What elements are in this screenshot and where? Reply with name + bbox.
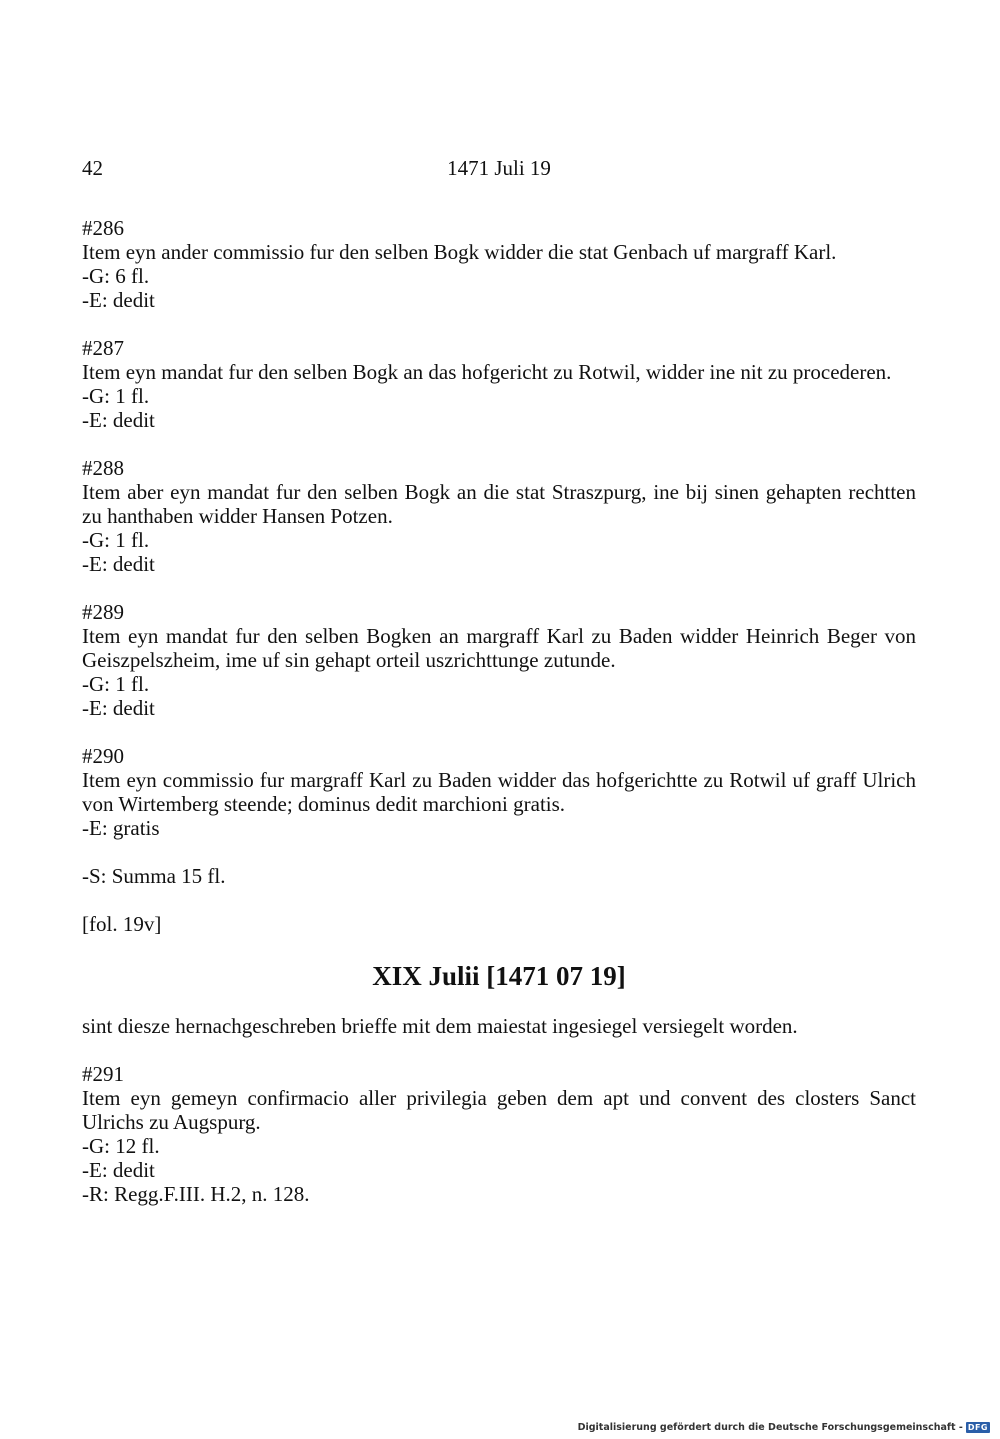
page-header bbox=[82, 156, 916, 186]
entry-line: -E: dedit bbox=[82, 408, 155, 432]
section-intro: sint diesze hernachgeschreben brieffe mit dem maiestat ingesiegel versiegelt worden. bbox=[82, 1014, 798, 1038]
entry-288 bbox=[82, 456, 916, 576]
entry-text: Item aber eyn mandat fur den selben Bogk an die stat Straszpurg, ine bij sinen gehapten rechtten zu hanthaben widder Hansen Potzen. bbox=[82, 480, 916, 528]
summa-line: -S: Summa 15 fl. bbox=[82, 864, 226, 888]
entry-289 bbox=[82, 600, 916, 720]
document-page bbox=[82, 156, 916, 1230]
dfg-logo-icon: DFG bbox=[967, 1423, 988, 1432]
page-number: 42 bbox=[82, 156, 103, 180]
entry-number: #286 bbox=[82, 216, 124, 240]
entry-287 bbox=[82, 336, 916, 432]
entry-text: Item eyn mandat fur den selben Bogk an das hofgericht zu Rotwil, widder ine nit zu procederen. bbox=[82, 360, 892, 384]
digitization-credit bbox=[578, 1422, 990, 1433]
credit-text: Digitalisierung gefördert durch die Deutsche Forschungsgemeinschaft - bbox=[577, 1422, 963, 1433]
entry-text: Item eyn ander commissio fur den selben Bogk widder die stat Genbach uf margraff Karl. bbox=[82, 240, 837, 264]
entry-number: #289 bbox=[82, 600, 124, 624]
entry-line: -E: gratis bbox=[82, 816, 160, 840]
entry-line: -E: dedit bbox=[82, 1158, 155, 1182]
entries-after bbox=[82, 1062, 916, 1206]
running-title: 1471 Juli 19 bbox=[447, 156, 551, 180]
entry-line: -E: dedit bbox=[82, 552, 155, 576]
entry-line: -E: dedit bbox=[82, 288, 155, 312]
entry-text: Item eyn mandat fur den selben Bogken an margraff Karl zu Baden widder Heinrich Beger von Geiszpelszheim, ime uf sin gehapt orteil uszrichttunge zutunde. bbox=[82, 624, 916, 672]
entry-number: #288 bbox=[82, 456, 124, 480]
entry-line: -G: 1 fl. bbox=[82, 528, 150, 552]
entry-text: Item eyn gemeyn confirmacio aller privilegia geben dem apt und convent des closters Sanct Ulrichs zu Augspurg. bbox=[82, 1086, 916, 1134]
entry-line: -E: dedit bbox=[82, 696, 155, 720]
entry-text: Item eyn commissio fur margraff Karl zu Baden widder das hofgerichtte zu Rotwil uf graff Ulrich von Wirtemberg steende; dominus dedit marchioni gratis. bbox=[82, 768, 916, 816]
entry-line: -R: Regg.F.III. H.2, n. 128. bbox=[82, 1182, 310, 1206]
entry-number: #287 bbox=[82, 336, 124, 360]
entry-line: -G: 1 fl. bbox=[82, 672, 150, 696]
entry-286 bbox=[82, 216, 916, 312]
entry-291 bbox=[82, 1062, 916, 1206]
folio-reference: [fol. 19v] bbox=[82, 912, 162, 936]
entry-line: -G: 12 fl. bbox=[82, 1134, 160, 1158]
entry-number: #290 bbox=[82, 744, 124, 768]
entry-line: -G: 6 fl. bbox=[82, 264, 150, 288]
section-heading: XIX Julii [1471 07 19] bbox=[372, 961, 626, 991]
entries-before bbox=[82, 216, 916, 840]
entry-line: -G: 1 fl. bbox=[82, 384, 150, 408]
entry-290 bbox=[82, 744, 916, 840]
entry-number: #291 bbox=[82, 1062, 124, 1086]
